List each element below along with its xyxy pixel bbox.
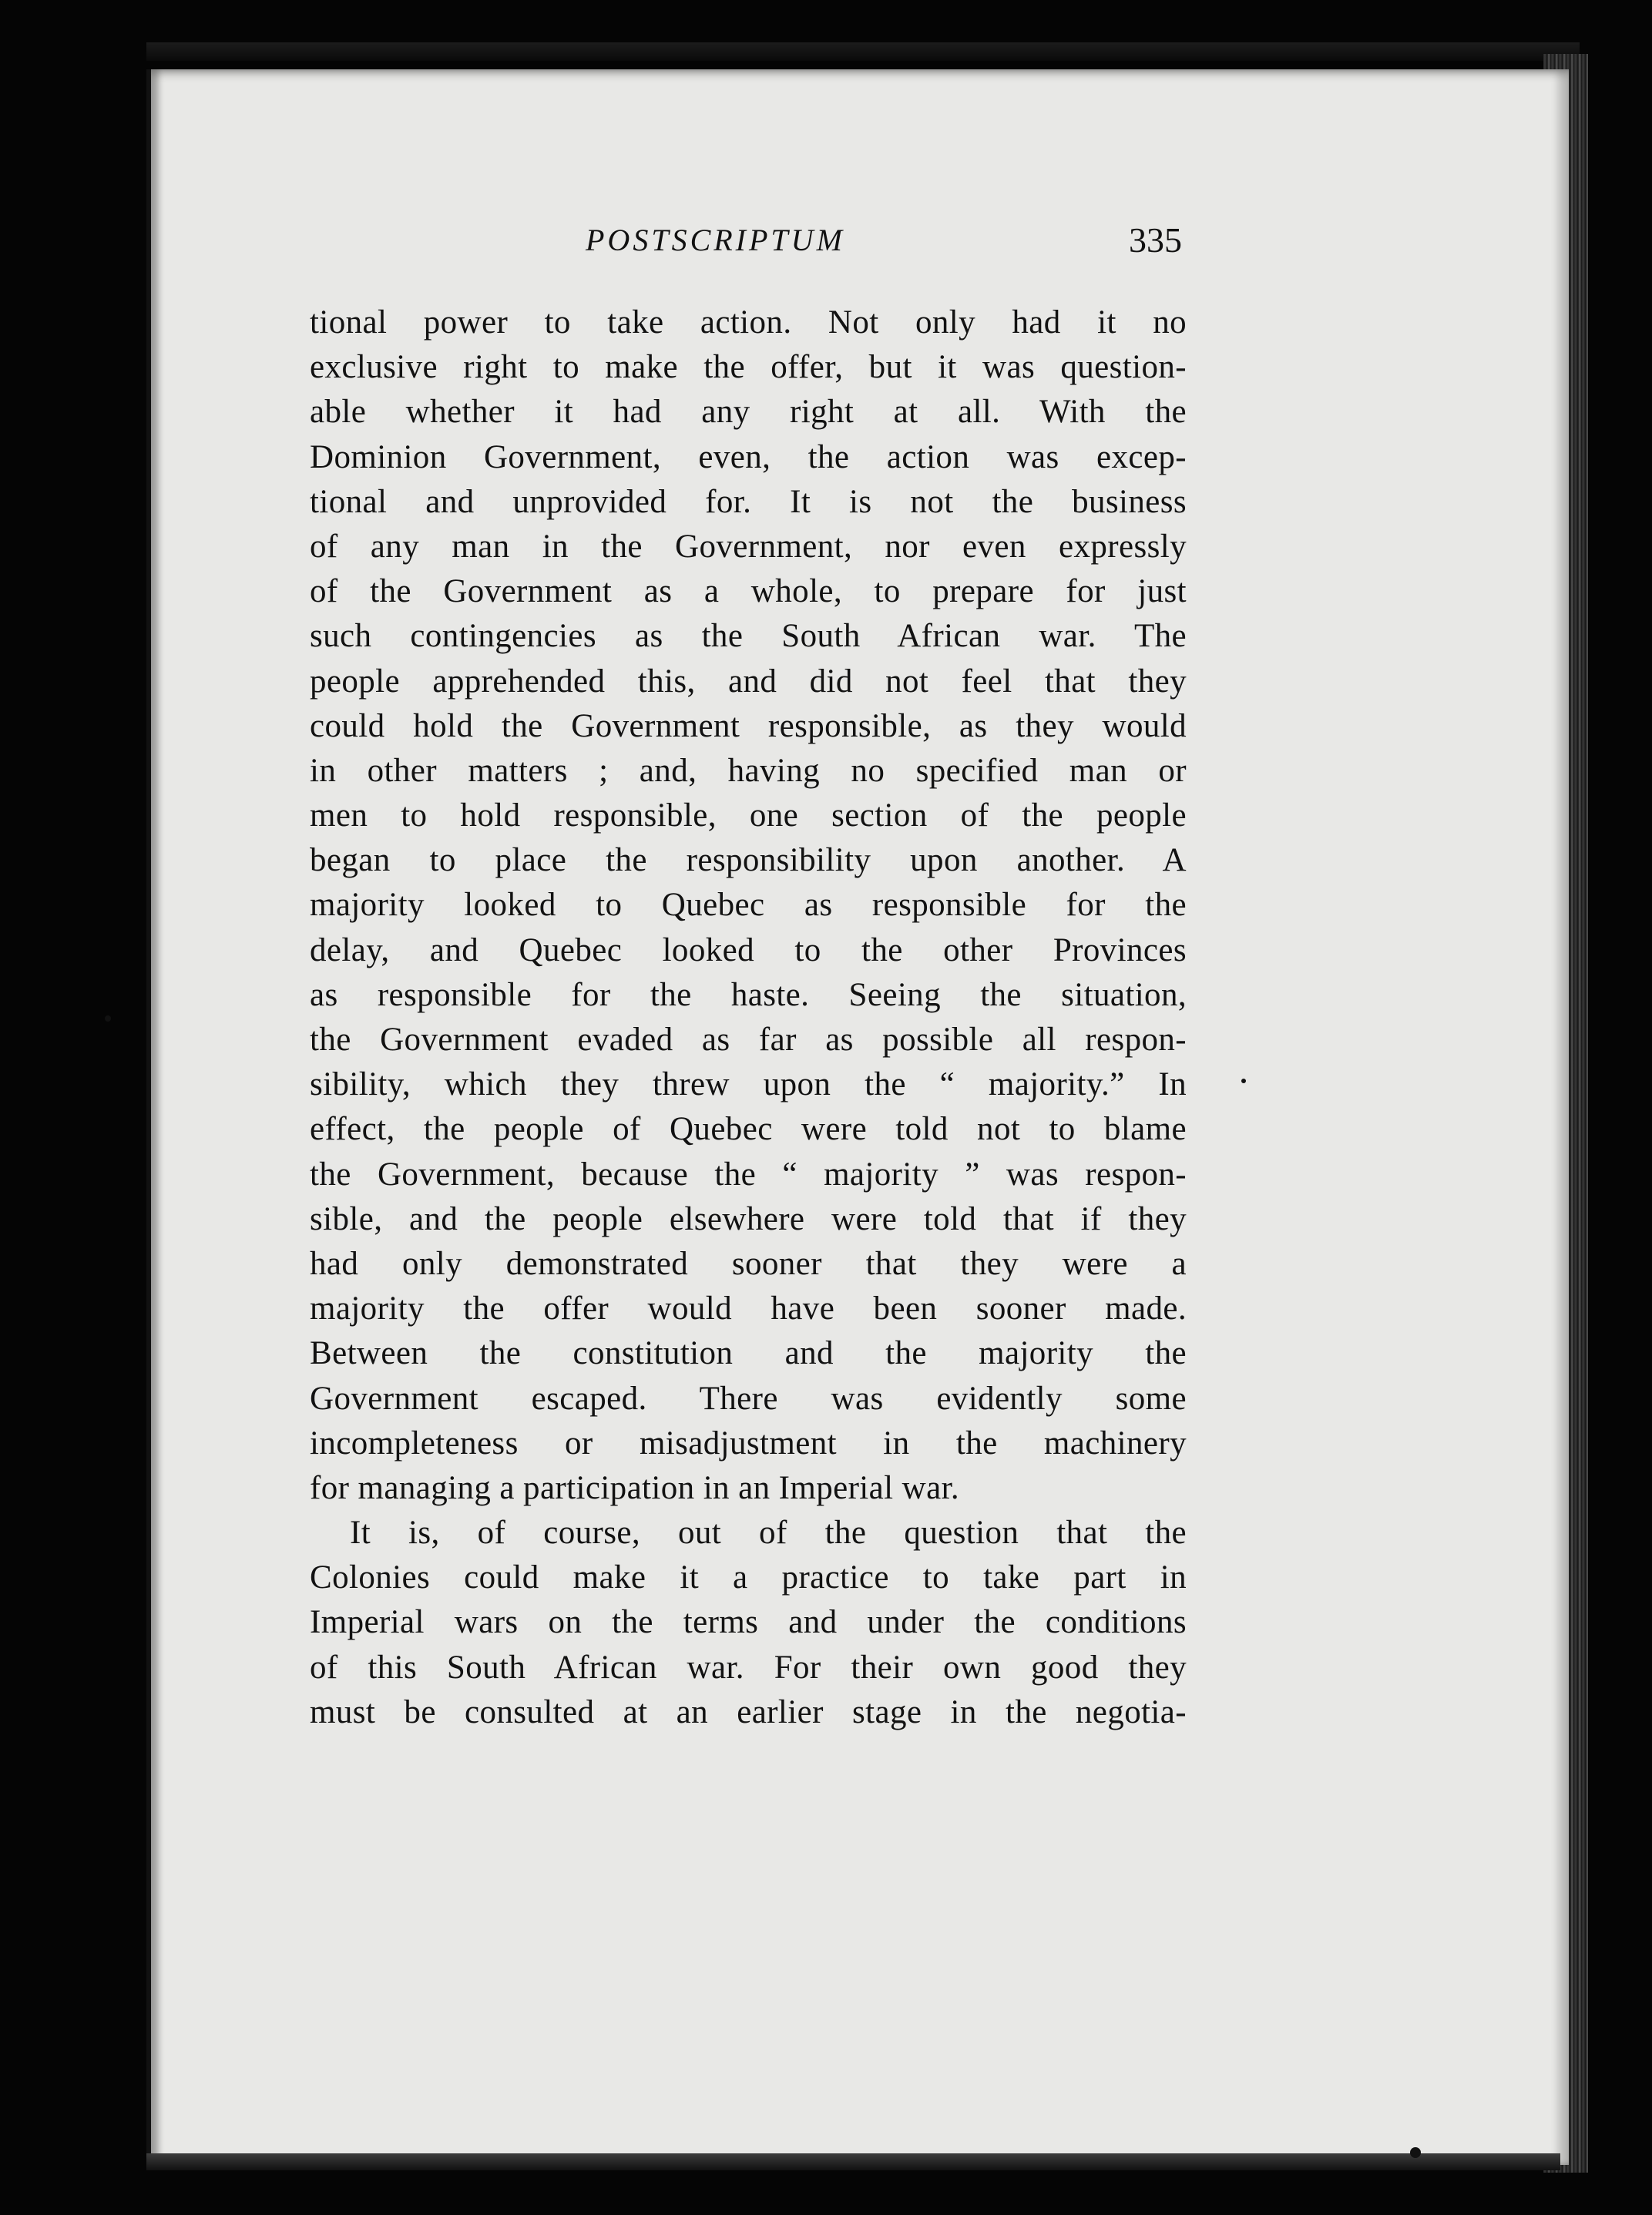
text-line: delay, and Quebec looked to the other Provinces: [310, 931, 1187, 968]
text-line: men to hold responsible, one section of the people: [310, 797, 1187, 834]
text-line: as responsible for the haste. Seeing the situation,: [310, 976, 1187, 1013]
text-line: incompleteness or misadjustment in the machinery: [310, 1425, 1187, 1462]
text-line: tional and unprovided for. It is not the business: [310, 483, 1187, 520]
text-line: the Government evaded as far as possible all respon-: [310, 1022, 1187, 1058]
text-line: effect, the people of Quebec were told not to blame: [310, 1111, 1187, 1148]
text-line: of this South African war. For their own good they: [310, 1649, 1187, 1686]
text-line: of the Government as a whole, to prepare for just: [310, 573, 1187, 610]
text-line: people apprehended this, and did not feel that they: [310, 663, 1187, 700]
book-bottom-edge: [146, 2153, 1560, 2170]
scan-speck: [105, 1015, 111, 1022]
text-line: Between the constitution and the majority the: [310, 1335, 1187, 1372]
text-line: had only demonstrated sooner that they were a: [310, 1245, 1187, 1282]
page-number: 335: [1129, 220, 1182, 260]
text-line: Colonies could make it a practice to take part in: [310, 1559, 1187, 1596]
text-line: of any man in the Government, nor even expressly: [310, 528, 1187, 565]
scan-speck: [1241, 1079, 1246, 1083]
text-line: began to place the responsibility upon another. A: [310, 842, 1187, 879]
text-line: exclusive right to make the offer, but it was question-: [310, 349, 1187, 386]
scan-speck: [1410, 2147, 1421, 2158]
text-line: tional power to take action. Not only had it no: [310, 304, 1187, 341]
text-line: majority looked to Quebec as responsible for the: [310, 887, 1187, 924]
text-line: sibility, which they threw upon the “ majority.” In: [310, 1066, 1187, 1103]
book-top-edge: [146, 42, 1580, 61]
text-line: the Government, because the “ majority ” was respon-: [310, 1156, 1187, 1193]
paragraph-start-line: It is, of course, out of the question that the: [350, 1515, 1187, 1552]
text-line: sible, and the people elsewhere were told that if they: [310, 1200, 1187, 1237]
running-head: POSTSCRIPTUM: [586, 223, 845, 257]
paragraph-end-line: for managing a participation in an Imperial war.: [310, 1469, 960, 1506]
text-line: Dominion Government, even, the action was excep-: [310, 438, 1187, 475]
text-line: must be consulted at an earlier stage in the negotia-: [310, 1693, 1187, 1730]
text-line: able whether it had any right at all. With the: [310, 394, 1187, 431]
text-line: majority the offer would have been sooner made.: [310, 1290, 1187, 1327]
text-line: Government escaped. There was evidently some: [310, 1380, 1187, 1417]
text-line: such contingencies as the South African war. The: [310, 618, 1187, 655]
text-line: could hold the Government responsible, as they would: [310, 707, 1187, 744]
text-line: Imperial wars on the terms and under the conditions: [310, 1604, 1187, 1641]
body-text: [310, 300, 1187, 1764]
text-line: in other matters ; and, having no specified man or: [310, 752, 1187, 789]
